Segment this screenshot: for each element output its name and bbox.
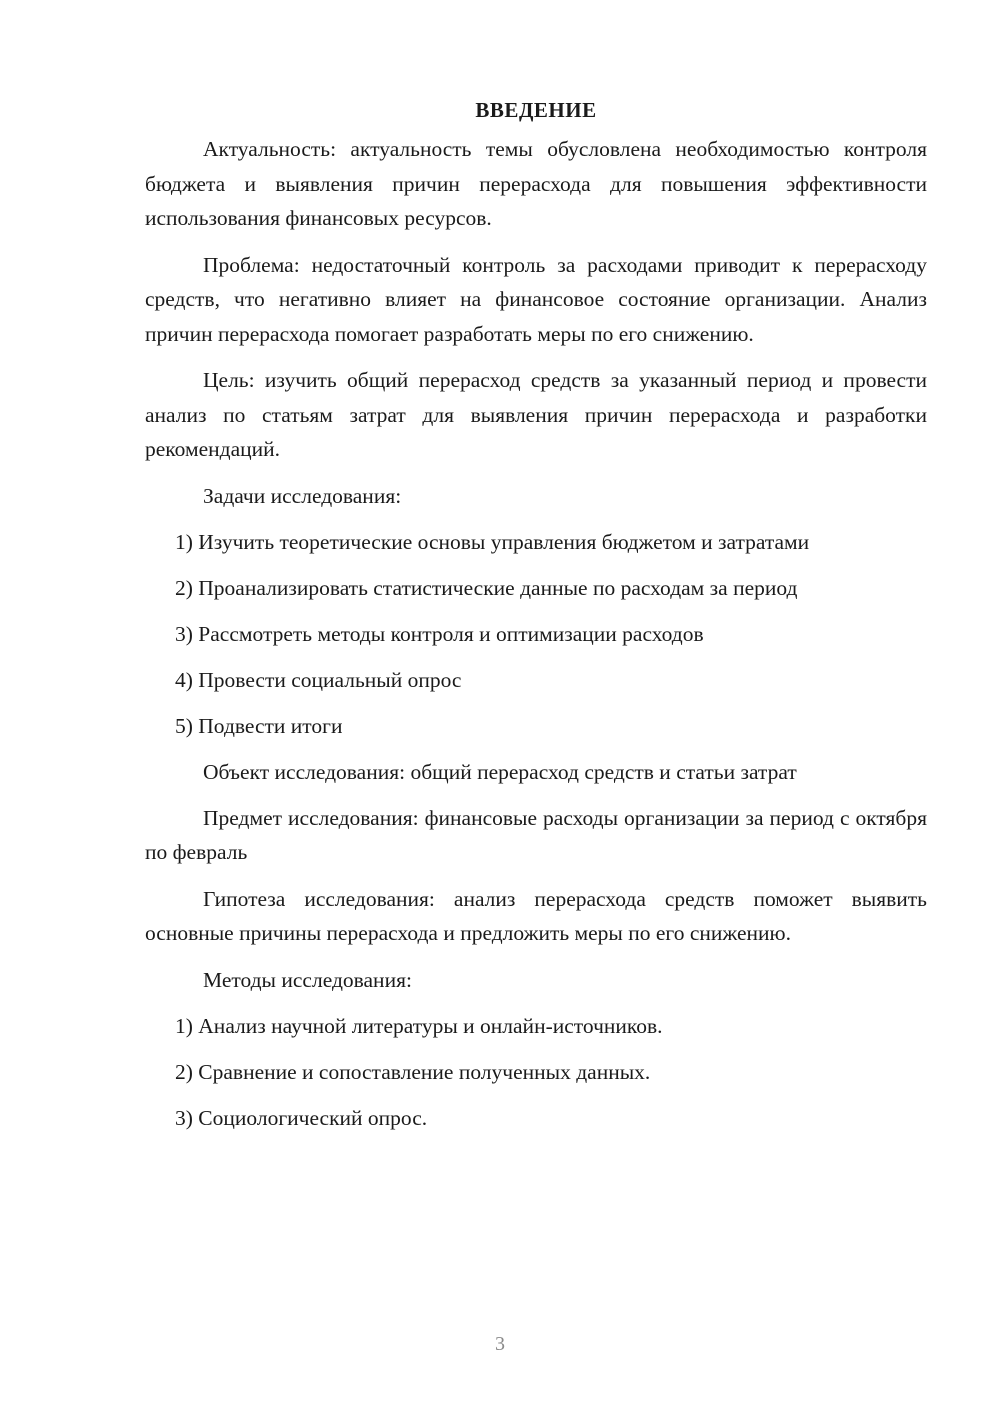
page-number: 3 — [495, 1333, 505, 1355]
section-heading: ВВЕДЕНИЕ — [475, 98, 597, 122]
method-item: 2) Сравнение и сопоставление полученных данных. — [175, 1059, 651, 1084]
task-item: 4) Провести социальный опрос — [175, 667, 462, 692]
hypothesis-paragraph: Гипотеза исследования: анализ перерасхода средств поможет выявить основные причины перерасхода и предложить меры по его снижению. — [145, 886, 927, 945]
method-item: 1) Анализ научной литературы и онлайн-источников. — [175, 1013, 663, 1038]
method-item: 3) Социологический опрос. — [175, 1105, 428, 1130]
subject-paragraph: Предмет исследования: финансовые расходы организации за период с октября по февраль — [145, 805, 927, 864]
tasks-label: Задачи исследования: — [203, 483, 402, 508]
problem-paragraph: Проблема: недостаточный контроль за расходами приводит к перерасходу средств, что негативно влияет на финансовое состояние организации. Анализ причин перерасхода помогает разработать меры по его снижению. — [145, 252, 927, 346]
object-line: Объект исследования: общий перерасход средств и статьи затрат — [203, 759, 797, 784]
task-item: 5) Подвести итоги — [175, 713, 343, 738]
methods-list — [145, 1009, 927, 1136]
tasks-list — [145, 525, 927, 744]
task-item: 2) Проанализировать статистические данные по расходам за период — [175, 575, 798, 600]
relevance-paragraph: Актуальность: актуальность темы обусловлена необходимостью контроля бюджета и выявления причин перерасхода для повышения эффективности использования финансовых ресурсов. — [145, 137, 927, 230]
task-item: 3) Рассмотреть методы контроля и оптимизации расходов — [175, 621, 704, 646]
document-page — [145, 92, 927, 1147]
methods-label: Методы исследования: — [203, 967, 412, 992]
goal-paragraph: Цель: изучить общий перерасход средств за указанный период и провести анализ по статьям затрат для выявления причин перерасхода и разработки рекомендаций. — [145, 368, 927, 461]
task-item: 1) Изучить теоретические основы управления бюджетом и затратами — [175, 529, 810, 554]
